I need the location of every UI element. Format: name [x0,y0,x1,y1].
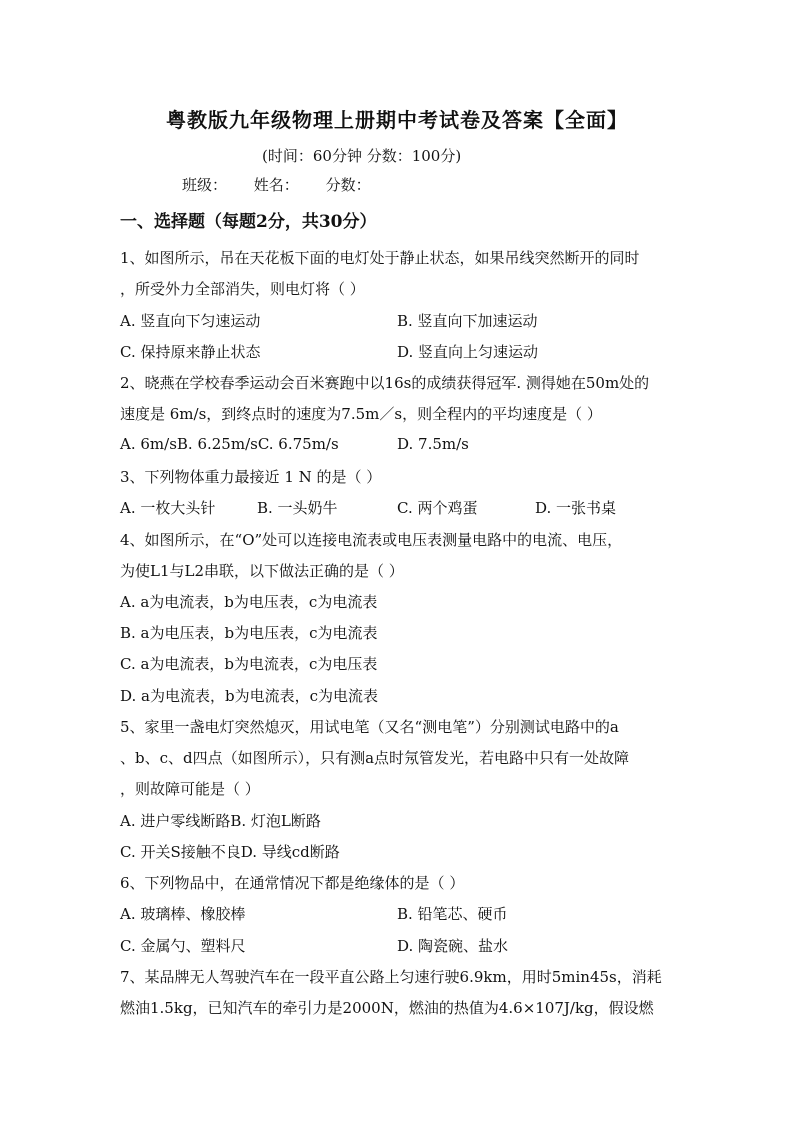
q1-option-d: D. 竖直向上匀速运动 [397,343,539,361]
q3-text-line1: 3、下列物体重力最接近 1 N 的是（ ） [120,468,382,486]
q4-text-line1: 4、如图所示，在“O”处可以连接电流表或电压表测量电路中的电流、电压， [120,531,623,549]
q4-option-a: A. a为电流表，b为电压表，c为电流表 [120,593,378,611]
page-title: 粤教版九年级物理上册期中考试卷及答案【全面】 [166,108,628,132]
q6-option-b: B. 铅笔芯、硬币 [397,905,508,923]
q1-text-line1: 1、如图所示，吊在天花板下面的电灯处于静止状态，如果吊线突然断开的同时 [120,249,640,267]
time-score-info: (时间：60分钟 分数：100分) [262,147,462,165]
q1-option-a: A. 竖直向下匀速运动 [120,312,261,330]
q2-options-abc: A. 6m/sB. 6.25m/sC. 6.75m/s [120,435,339,453]
q4-option-d: D. a为电流表，b为电流表，c为电流表 [120,687,378,705]
q4-option-b: B. a为电压表，b为电压表，c为电流表 [120,624,378,642]
name-label: 姓名： [253,176,299,194]
q6-option-d: D. 陶瓷碗、盐水 [397,937,509,955]
q4-text-line2: 为使L1与L2串联，以下做法正确的是（ ） [120,562,404,580]
q6-option-a: A. 玻璃棒、橡胶棒 [120,905,246,923]
q1-text-line2: ，所受外力全部消失，则电灯将（ ） [120,280,365,298]
q3-option-b: B. 一头奶牛 [257,499,338,517]
q2-text-line1: 2、晓燕在学校春季运动会百米赛跑中以16s的成绩获得冠军. 测得她在50m处的 [120,374,650,392]
class-label: 班级： [182,176,228,194]
q2-text-line2: 速度是 6m/s，到终点时的速度为7.5m／s，则全程内的平均速度是（ ） [120,405,602,423]
q5-text-line1: 5、家里一盏电灯突然熄灭，用试电笔（又名“测电笔”）分别测试电路中的a [120,718,619,736]
section-title: 一、选择题（每题2分，共30分） [120,212,377,232]
q1-option-c: C. 保持原来静止状态 [120,343,261,361]
q5-options-ab: A. 进户零线断路B. 灯泡L断路 [120,812,321,830]
q5-options-cd: C. 开关S接触不良D. 导线cd断路 [120,843,340,861]
q7-text-line2: 燃油1.5kg，已知汽车的牵引力是2000N，燃油的热值为4.6×107J/kg，假设燃 [120,999,654,1017]
q3-option-d: D. 一张书桌 [535,499,617,517]
q5-text-line2: 、b、c、d四点（如图所示），只有测a点时氖管发光，若电路中只有一处故障 [120,749,630,767]
q4-option-c: C. a为电流表，b为电流表，c为电压表 [120,655,378,673]
q1-option-b: B. 竖直向下加速运动 [397,312,538,330]
q2-option-d: D. 7.5m/s [397,435,469,453]
q7-text-line1: 7、某品牌无人驾驶汽车在一段平直公路上匀速行驶6.9km，用时5min45s，消耗 [120,968,662,986]
q3-option-a: A. 一枚大头针 [120,499,216,517]
q6-text-line1: 6、下列物品中，在通常情况下都是绝缘体的是（ ） [120,874,465,892]
q5-text-line3: ，则故障可能是（ ） [120,780,260,798]
score-label: 分数： [325,176,371,194]
q6-option-c: C. 金属勺、塑料尺 [120,937,246,955]
q3-option-c: C. 两个鸡蛋 [397,499,478,517]
student-info [182,174,393,195]
